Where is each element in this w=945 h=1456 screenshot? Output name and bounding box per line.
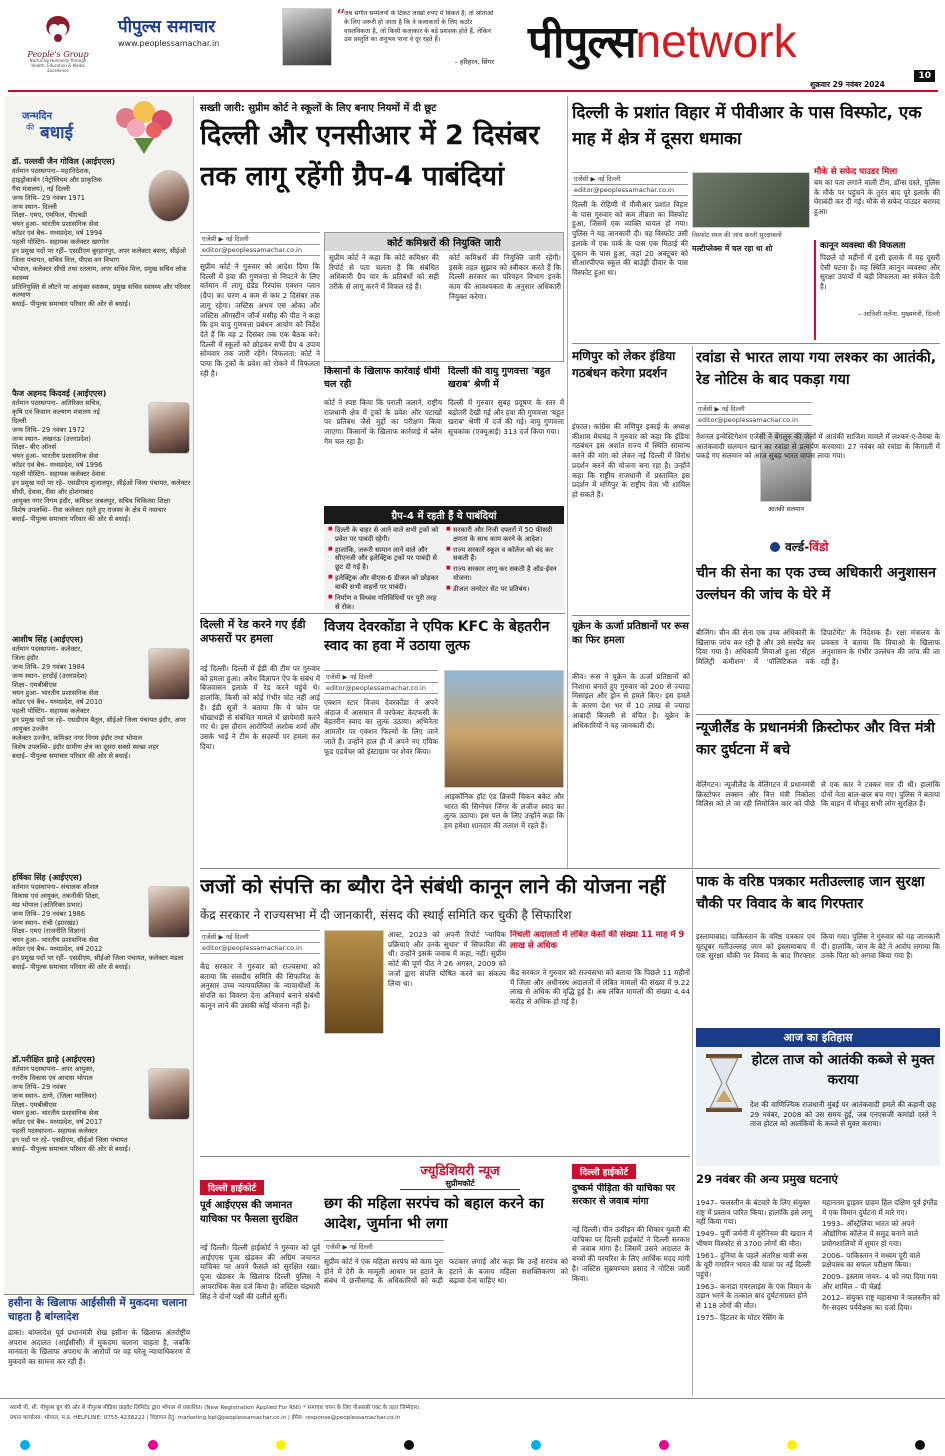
grap-rule-item: ■ राज्य सरकारें स्कूल व कॉलेज को बंद कर सकती हैं। xyxy=(446,545,553,563)
banner-dash: - xyxy=(804,540,810,554)
birthday-detail-line: कॉडर एवं बैच– मध्यप्रदेश, वर्ष 2017 xyxy=(12,1118,103,1127)
peoples-group-logo xyxy=(26,12,90,72)
bullet-icon: ■ xyxy=(446,565,451,572)
birthday-detail-line: चयन हुआ– भारतीय प्रशासनिक सेवा xyxy=(12,452,99,461)
bullet-icon: ■ xyxy=(328,593,333,600)
history-event-item: 2009– इस्लाम नायर– 4 को नया दिया गया और शामिल – पी चेन्नई xyxy=(822,1272,938,1291)
terrorist-photo-caption: आतंकी सलमान xyxy=(768,506,804,513)
birthday-detail-line: कृषि एवं किसान कल्याण मंत्रालय नई xyxy=(12,407,100,416)
bullet-icon: ■ xyxy=(446,584,451,591)
kfc-caption: आइकॉनिक हॉट एंड क्रिस्पी चिकन बकेट और भारत की सिग्नेचर जिंगर के लजीज स्वाद का लुत्फ उठाया। इस पल के लिए उन्होंने कहा कि हम हमेशा शानदार की तलाश में रहते हैं। xyxy=(444,792,564,831)
birthday-detail-line: बधाई– पीपुल्स समाचार परिवार की ओर से बधाई। xyxy=(12,963,131,972)
kfc-email: editor@peoplessamachar.co.in xyxy=(324,683,438,694)
grap-body: सुप्रीम कोर्ट ने गुरुवार को आदेश दिया कि दिल्ली में हवा की गुणवत्ता से निपटने के लिए वर्तमान में लागू ग्रेडेड रिस्पांस एक्शन प्लान (ग्रैप) का चरण 4 कम से कम 2 दिसंबर तक लागू रहेगा। जस्टिस अभय एस ओका और जस्टिस ऑगस्टीन जॉर्ज मसीह की पीठ ने कहा कि हम वायु गुणवत्ता प्रबंधन आयोग को निर्देश देते हैं कि वह 2 दिसंबर तक एक बैठक करे। दिल्ली में स्कूलों को छोड़कर सभी ग्रैप 4 उपाय सोमवार तक जारी रहेंगे। विफलता: कोर्ट ने पाया कि ट्रकों के प्रवेश को रोकने में विफलता रही है। xyxy=(200,262,320,378)
farmers-headline: किसानों के खिलाफ कार्रवाई धीमी चल रही xyxy=(324,366,440,390)
birthday-detail-line: वर्तमान पदस्थापना– अपर आयुक्त, xyxy=(12,1065,95,1073)
birthday-detail-line: कलेक्टर उज्जैन, कमिश्नर नगर निगम इंदौर तथा भोपाल xyxy=(12,733,143,742)
brand-logo xyxy=(528,10,938,68)
ed-headline: दिल्ली में रेड करने गए ईडी अफसरों पर हमला xyxy=(200,618,306,646)
birthday-title-small: जन्मदिन xyxy=(22,111,53,122)
kfc-byline-block xyxy=(324,670,438,694)
world-banner-a: वर्ल्ड xyxy=(785,540,805,554)
court-commissioner-title: कोर्ट कमिश्नरों की नियुक्ति जारी xyxy=(325,233,563,251)
history-event-item: 1949– पूर्वी जर्मनी में यूरेनियम की खदान में भीषण विस्फोट से 3700 लोगों की मौत। xyxy=(696,1229,813,1248)
quote-block xyxy=(336,6,494,66)
grap-rule-item: ■ सरकारी और निजी दफ्तरों में 50 फीसदी क्षमता के साथ काम करने के आदेश। xyxy=(446,526,553,543)
reg-mark xyxy=(787,1440,797,1450)
hc-label-2: दिल्ली हाईकोर्ट xyxy=(572,1164,636,1179)
birthday-detail-line: पहली पोस्टिंग– सहायक कलेक्टर देवास xyxy=(12,470,105,479)
issue-date: शुक्रवार 29 नवंबर 2024 xyxy=(810,80,885,89)
birthday-detail-line: विशेष उपलब्धि– रीवा कलेक्टर रहते हुए राजस्व के क्षेत्र में नवाचार xyxy=(12,505,167,514)
law-order-box xyxy=(814,240,940,340)
grap-rule-item: ■ इलेक्ट्रिक और बीएस-6 डीजल को छोड़कर बाकी सभी वाहनों पर पाबंदी। xyxy=(328,574,439,591)
grap-rules-left xyxy=(328,526,440,613)
history-body: देश की वाणिज्यिक राजधानी मुंबई पर आतंकवादी हमले की कहानी छह 29 नवंबर, 2008 को उस समय हुई, जब एनएसजी कमांडो दस्ते ने ताज होटल को आतंकियों के कब्जे से मुक्त कराया। xyxy=(750,1100,936,1129)
grap-byline: एजेंसी ▶ नई दिल्ली xyxy=(200,232,320,245)
birthday-detail-line: पहली पदस्थापना– सहायक कलेक्टर xyxy=(12,1127,98,1136)
birthday-person-photo xyxy=(148,1068,190,1120)
quote-author: – हरिहरन, सिंगर xyxy=(454,58,494,66)
judiciary-banner xyxy=(380,1160,540,1179)
page-number: 10 xyxy=(914,70,935,82)
birthday-detail-line: जन्म स्थान– दिल्ली xyxy=(12,202,57,211)
reg-mark xyxy=(915,1440,925,1450)
hc-label-1: दिल्ली हाईकोर्ट xyxy=(200,1180,264,1195)
pending-cases-headline: निचली अदालतों में लंबित केसों की संख्या 11 माह में 9 लाख से अधिक xyxy=(510,930,685,952)
birthday-detail-line: शिक्षा– एमबीबीएस xyxy=(12,680,57,689)
kfc-body: एक्शन स्टार विजय देवरकोंडा ने अपने अंदाज में आसमान में परफेक्ट केएफसी के बेहतरीन स्वाद का लुत्फ उठाया। अभिनेता आमतौर पर एक्शन फिल्मों के लिए जाने जाते हैं। उन्होंने हाल ही में अपने नए एपिक फूड एडवेंचर को इंस्टाग्राम पर शेयर किया। xyxy=(324,698,438,756)
hc-story-1-body: नई दिल्ली। दिल्ली हाईकोर्ट ने गुरुवार को पूर्व आईएएस पूजा खेडकर की अग्रिम जमानत याचिका पर अपने फैसले को सुरक्षित रखा। पूजा खेडकर के खिलाफ दिल्ली पुलिस ने आपराधिक केस दर्ज किया है। जस्टिस चंद्रधारी सिंह ने दोनों पक्षों की दलीलें सुनीं। xyxy=(200,1243,320,1301)
birthday-detail-line: वर्तमान पदस्थापना– अतिरिक्त सचिव, xyxy=(12,399,102,407)
paper-name-block xyxy=(118,14,278,48)
column-rule xyxy=(567,96,568,868)
wealth-byline: एजेंसी ▶ नई दिल्ली xyxy=(200,930,320,943)
lashkar-email: editor@peoplessamachar.co.in xyxy=(696,415,812,426)
grap-rule-item: ■ राज्य सरकार लागू कर सकती है ऑड-ईवन योजना। xyxy=(446,565,557,583)
birthday-entry xyxy=(12,634,192,866)
birthday-detail-line: मप्र भोपाल (अतिरिक्त प्रभार) xyxy=(12,900,83,909)
wealth-body-1: केंद्र सरकार ने गुरुवार को राज्यसभा को बताया कि संसदीय समिति की सिफारिश के अनुसार उच्च न्यायपालिका के न्यायाधीशों के संपत्ति का विवरण देना अनिवार्य बनाने संबंधी कानून लाने की उसकी कोई योजना नहीं है। xyxy=(200,962,320,1010)
history-event-item: 1947– फलस्तीन के बंटवारे के लिए संयुक्त राष्ट्र में प्रस्ताव पारित किया। हालांकि इसे लागू नहीं किया गया। xyxy=(696,1198,813,1227)
kfc-byline: एजेंसी ▶ नई दिल्ली xyxy=(324,670,438,683)
grap-headline: दिल्ली और एनसीआर में 2 दिसंबर तक लागू रहेंगी ग्रैप-4 पाबंदियां xyxy=(200,120,540,192)
grap-rule-item: ■ दिल्ली के बाहर से आने वाले सभी ट्रकों को प्रवेश पर पाबंदी रहेगी। xyxy=(328,526,439,543)
birthday-detail-line: दिल्ली xyxy=(12,416,27,425)
china-body: बीजिंग। चीन की सेना एक उच्च अधिकारी के खिलाफ जांच कर रही है और उसे सस्पेंड कर दिया गया है। अधिकारी मियाओ हुआ 'सेंट्रल मिलिट्री कमीशन' में 'पॉलिटिकल वर्क डिपार्टमेंट' के निदेशक हैं। रक्षा मंत्रालय के प्रवक्ता ने बताया कि मियाओ के खिलाफ अनुशासन के गंभीर उल्लंघन की जांच की जा रही है। xyxy=(696,628,940,667)
birthday-detail-line: वर्तमान पदस्थापना– कलेक्टर, xyxy=(12,645,83,653)
bullet-icon: ■ xyxy=(328,545,333,552)
manipur-body: इंफाल। कांग्रेस की मणिपुर इकाई के अध्यक्ष कीशाम मेघचंद्र ने गुरुवार को कहा कि इंडिया गठबंधन इस अशांत राज्य में स्थिति सामान्य करने की मांग को लेकर नई दिल्ली में विरोध प्रदर्शन करने की योजना बना रहा है। उन्होंने कहा कि राष्ट्रीय राजधानी में प्रस्तावित इस प्रदर्शन में मणिपुर के राष्ट्रीय नेता भी शामिल हो सकते हैं। xyxy=(572,422,690,500)
blast-body-cont xyxy=(692,258,810,340)
reg-mark xyxy=(20,1440,30,1450)
hc-story-1 xyxy=(200,1176,320,1396)
grap-rule-item: ■ हालांकि, जरूरी सामान लाने वाले और सीएनजी और इलेक्ट्रिक ट्रकों पर पाबंदी से छूट दी गई है। xyxy=(328,545,437,572)
birthday-detail-line: चयन हुआ– भारतीय प्रशासनिक सेवा xyxy=(12,689,99,698)
divider xyxy=(4,1294,194,1295)
law-order-body: पिछले दो महीनों में इसी इलाके में यह दूसरी ऐसी घटना है। यह स्थिति कानून व्यवस्था और सुरक्षा उपायों में बड़ी विफलता का संकेत देती है। xyxy=(820,253,940,292)
masthead-rule xyxy=(8,90,938,92)
brand-hindi: पीपुल्स xyxy=(528,17,636,68)
history-banner xyxy=(696,1028,940,1047)
birthday-person-photo xyxy=(148,648,190,700)
divider xyxy=(200,1156,690,1157)
hc-story-2-body: नई दिल्ली। पीन उत्पीड़न की शिकार युवती की याचिका पर दिल्ली हाईकोर्ट ने दिल्ली सरकार से जवाब मांगा है। जिसमें उसने अदालत के बच्चों की परवरिश के लिए आर्थिक मदद मांगी है। जस्टिस सुब्रमण्यम प्रसाद ने नोटिस जारी किया। xyxy=(572,1225,690,1283)
birthday-person-photo xyxy=(148,402,190,454)
birthday-detail-line: हाइड्रोकार्बन (पेट्रोलियम और प्राकृतिक xyxy=(12,175,102,184)
white-powder-box xyxy=(814,166,940,246)
birthday-detail-line: जन्म तिथि– 29 नवंबर xyxy=(12,1082,67,1091)
history-event-item: 1975– हिटलर के मोटर रेसिंग के xyxy=(696,1312,784,1322)
birthday-detail-line: पहली पोस्टिंग– सहायक कलेक्टर खरगोन xyxy=(12,238,109,247)
birthday-detail-line: इन पदों पर रहे– एसडीएम, सीईओ जिला पंचायत xyxy=(12,1136,128,1145)
blast-headline: दिल्ली के प्रशांत विहार में पीवीआर के पास विस्फोट, एक माह में क्षेत्र में दूसरा धमाका xyxy=(572,103,922,150)
bullet-icon: ■ xyxy=(328,526,333,532)
history-event-item: 1963– कनाडा एयरलाइंस के एक विमान के उड़ान भरने के तत्काल बाद दुर्घटनाग्रस्त होने से 118 लोगों की मौत। xyxy=(696,1281,812,1311)
bullet-icon: ■ xyxy=(446,545,451,552)
sc-story xyxy=(324,1194,568,1396)
hc-story-1-headline: पूर्व आईएएस की जमानत याचिका पर फैसला सुरक्षित xyxy=(200,1200,298,1225)
birthday-detail-line: बधाई– पीपुल्स समाचार परिवार की ओर से बधाई। xyxy=(12,514,131,523)
hc-story-2-headline: दुष्कर्म पीड़िता की याचिका पर सरकार से जवाब मांगा xyxy=(572,1183,675,1207)
birthday-detail-line: इन प्रमुख पदों पर रहीं– एसडीएम बुरहानपुर, अपर कलेक्टर बस्तर, सीईओ जिला पंचायत, सचिव वित्त, पीएस वन विभाग xyxy=(12,247,186,264)
aqi-body: दिल्ली में गुरुवार सुबह प्रदूषण के स्तर में बढ़ोतरी देखी गई और हवा की गुणवत्ता 'बहुत खराब' श्रेणी में दर्ज की गई। वायु गुणवत्ता सूचकांक (एक्यूआई) 313 दर्ज किया गया। xyxy=(448,398,564,437)
birthday-title-small2: की xyxy=(26,123,35,132)
blast-photo-caption: विस्फोट स्थल की जांच करती सुरक्षाबलों xyxy=(692,232,782,239)
history-box xyxy=(696,1028,940,1166)
birthday-column xyxy=(4,96,194,1391)
birthday-title: बधाई xyxy=(40,123,73,143)
nz-headline: न्यूजीलैंड के प्रधानमंत्री क्रिस्टोफर और वित्त मंत्री कार दुर्घटना में बचे xyxy=(696,720,935,758)
world-banner-b: विंडो xyxy=(809,540,829,554)
white-powder-body: बम का पता लगाने वाली टीम, डॉग्स दस्ते, पुलिस के मौके पर पहुंचने के तुरंत बाद पूरे इलाके की घेराबंदी कर दी गई। मौके से सफेद पाउडर बरामद हुआ। xyxy=(814,178,940,217)
birthday-detail-line: कॉडर एवं बैच– मध्यप्रदेश, वर्ष 2010 xyxy=(12,698,103,707)
history-event-item: 1993– ऑस्ट्रेलिया भारत को अपने औद्योगिक कॉलेज में समुद्र बनाने वाले प्रयोगशालियों में शुमार हो गया। xyxy=(822,1219,919,1248)
blast-body: दिल्ली के रोहिणी में पीवीआर प्रशांत विहार के पास गुरुवार को कम तीव्रता का विस्फोट हुआ, जिसमें एक व्यक्ति घायल हो गया। पुलिस ने यह जानकारी दी। यह विस्फोट उसी इलाके में एक पार्क के पास एक मिठाई की दुकान के पास हुआ, जहां 20 अक्टूबर को सीआरपीएफ स्कूल की बाउंड्री दीवार के पास विस्फोट हुआ था। xyxy=(572,200,688,278)
quote-text: जब संगीत सम्मेलनों के टिकट लाखों रुपए में बिकते हैं, तो श्रोताओं के लिए जरूरी हो जाता है कि वे कलाकारों के लिए कठोर वास्तविकता है, जो किसी कलाकार के बड़े प्रशंसक होते हैं, लेकिन उस प्रस्तुति का अनुभव पाना वे दूर रहते हैं। xyxy=(344,10,494,44)
lashkar-byline: एजेंसी ▶ नई दिल्ली xyxy=(696,402,812,415)
lashkar-body: नेशनल इन्वेस्टिगेशन एजेंसी ने बेंगलुरु की जेलों में आतंकी साजिश मामले में लश्कर-ए-तैयबा के आतंकवादी सलमान खान का रवांडा से प्रत्यर्पण करवाया। 27 नवंबर को रवांडा के किगाली में पकड़े गए सलमान को आज सुबह भारत वापस लाया गया। xyxy=(696,432,940,461)
hc-story-2 xyxy=(572,1160,690,1396)
china-headline: चीन की सेना का एक उच्च अधिकारी अनुशासन उल्लंघन की जांच के घेरे में xyxy=(696,565,936,604)
birthday-detail-line: प्रतिनियुक्ति से लौटने पर आयुक्त स्वास्थ्य, प्रमुख सचिव स्वास्थ्य और परिवार कल्याण xyxy=(12,282,191,300)
birthday-detail-line: इन प्रमुख पदों पर रहे– एसडीएम बैतूल, सीईओ जिला पंचायत इंदौर, अपर आयुक्त उज्जैन xyxy=(12,716,186,734)
blast-email: editor@peoplessamachar.co.in xyxy=(572,185,688,196)
website-url[interactable]: www.peoplessamachar.in xyxy=(118,39,220,48)
ukraine-body: कीव। रूस ने यूक्रेन के ऊर्जा प्रतिष्ठानों को निशाना बनाते हुए गुरुवार को 200 से ज्यादा मिसाइल और ड्रोन से हमले किए। इस हमले के कारण देश भर में 10 लाख से ज्यादा आबादी बिजली से वंचित है। यूक्रेन के अधिकारियों ने यह जानकारी दी। xyxy=(572,672,690,730)
wealth-body-2: आस्ट, 2023 को अपनी रिपोर्ट 'न्यायिक प्रक्रियाएं और उनके सुधार' में सिफारिश की थी। उन्होंने इसके जवाब में कहा, नहीं। सुप्रीम कोर्ट की पूर्ण पीठ ने 26 अगस्त, 2009 को जजों द्वारा संपत्ति घोषित करने का संकल्प लिया था। xyxy=(388,930,506,988)
history-events-right xyxy=(822,1198,940,1394)
birthday-detail-line: शिक्षा– बीए ऑनर्स xyxy=(12,443,57,452)
birthday-detail-line: वर्तमान पदस्थापना– महानिदेशक, xyxy=(12,167,91,175)
birthday-detail-line: पहली पोस्टिंग– सहायक कलेक्टर xyxy=(12,707,90,716)
birthday-detail-line: जन्म स्थान– ठाणे, (जिला ग्वालियर) xyxy=(12,1091,97,1100)
birthday-detail-line: जन्म तिथि– 29 नवंबर 1971 xyxy=(12,193,85,202)
paper-name: पीपुल्स समाचार xyxy=(118,17,216,37)
masthead xyxy=(0,0,945,92)
ed-body: नई दिल्ली। दिल्ली में ईडी की टीम पर गुरुवार को हमला हुआ। अवैध विज्ञापन ऐप के संबंध में बिजवासन इलाके में रेड करने पहुंचे थे। हालांकि, किसी को कोई गंभीर चोट नहीं आई है। ईडी सूत्रों ने बताया कि ये फोन पर धोखाधड़ी से संबंधित मामले में छापेमारी करने गए थे। इस दौरान आरोपियों अशोक शर्मा और उसके भाई ने टीम के सदस्यों पर हमला कर दिया। xyxy=(200,664,320,751)
brand-english: network xyxy=(635,15,797,67)
bullet-icon: ■ xyxy=(446,526,451,532)
birthday-detail-line: नगरीय विकास एवं आवास भोपाल xyxy=(12,1073,93,1082)
birthday-header xyxy=(4,96,193,164)
manipur-headline: मणिपुर को लेकर इंडिया गठबंधन करेगा प्रदर्शन xyxy=(572,349,676,381)
birthday-person-name: डॉ. पल्लवी जैन गोविल (आईएएस) xyxy=(12,157,116,166)
column-rule xyxy=(692,870,693,1396)
birthday-detail-line: जन्म तिथि– 29 नवंबर 1986 xyxy=(12,909,85,918)
birthday-detail-line: जन्म स्थान– रांची (झारखंड) xyxy=(12,918,79,927)
birthday-detail-line: इन प्रमुख पदों पर रहीं– एसडीएम, सीईओ जिला पंचायत, कलेक्टर मंडला xyxy=(12,954,184,963)
history-event-item: 2012– संयुक्त राष्ट्र महासभा ने फलस्तीन को गैर-सदस्य पर्यवेक्षक का दर्जा दिया। xyxy=(822,1293,940,1313)
history-events-title: 29 नवंबर की अन्य प्रमुख घटनाएं xyxy=(696,1172,838,1186)
birthday-detail-line: जन्म तिथि– 29 नवंबर 1984 xyxy=(12,662,85,671)
bullet-icon: ■ xyxy=(328,574,333,581)
birthday-entry xyxy=(12,156,192,382)
birthday-entry xyxy=(12,1054,192,1186)
flower-bouquet-icon xyxy=(104,98,184,156)
hasina-body: ढाका। बांग्लादेश पूर्व प्रधानमंत्री शेख हसीना के खिलाफ अंतर्राष्ट्रीय अपराध अदालत (आईसीसी) में मुकदमा चलाना चाहता है, जबकि मानवता के खिलाफ अपराध के आरोपों पर वह घरेलू न्यायाधिकरण में मुकदमे का सामना कर रही हैं। xyxy=(8,1328,190,1367)
birthday-person-name: फैज अहमद किदवई (आईएएस) xyxy=(12,389,107,398)
footer-line-1: स्वामी पी. सी. पीपुल्स ग्रुप की ओर से पीपुल्स मीडिया प्राइवेट लिमिटेड द्वारा भोपाल से प्रकाशित। (New Registration Applied For RNI) * समाचार चयन के लिए पीआरबी एक्ट के तहत जिम्मेदार। xyxy=(10,1405,420,1411)
sc-story-headline: छग की महिला सरपंच को बहाल करने का आदेश, जुर्माना भी लगा xyxy=(324,1196,544,1233)
pak-headline: पाक के वरिष्ठ पत्रकार मतीउल्लाह जान सुरक्षा चौकी पर विवाद के बाद गिरफ्तार xyxy=(696,874,925,912)
grap-rule-item: ■ डीजल जनरेटर सेट पर प्रतिबंध। xyxy=(446,584,530,593)
birthday-person-name: आशीष सिंह (आईएएस) xyxy=(12,635,84,644)
birthday-person-name: डॉ.परीक्षित झाड़े (आईएएस) xyxy=(12,1055,96,1064)
sc-story-body: सुप्रीम कोर्ट ने एक महिला सरपंच को काम पूरा होने में देरी के मामूली आधार पर हटाने के संबंध में छत्तीसगढ़ के अधिकारियों को कड़ी फटकार लगाई और कहा कि उन्हें सरपंच को हटाने के बजाय महिला सशक्तिकरण को बढ़ावा देना चाहिए था। xyxy=(324,1257,568,1286)
birthday-detail-line: बधाई– पीपुल्स समाचार परिवार की ओर से बधाई। xyxy=(12,1145,131,1154)
group-tagline: Nurturing Humanity through Health, Education & Media Excellence xyxy=(29,58,87,73)
birthday-detail-line: कॉडर एवं बैच– मध्यप्रदेश, वर्ष 2012 xyxy=(12,945,103,954)
column-rule xyxy=(692,346,693,868)
group-emblem-icon xyxy=(26,12,90,46)
birthday-person-photo xyxy=(148,886,190,938)
reg-mark xyxy=(659,1440,669,1450)
reg-mark xyxy=(531,1440,541,1450)
birthday-detail-line: गैस मंत्रालय), नई दिल्ली xyxy=(12,184,70,193)
history-events-left xyxy=(696,1198,814,1394)
birthday-detail-line: कॉडर एवं बैच– मध्यप्रदेश, वर्ष 1996 xyxy=(12,461,103,470)
wealth-byline-block xyxy=(200,930,320,954)
multiplex-caption: मल्टीप्लेक्स में चल रहा था शो xyxy=(692,244,773,253)
birthday-detail-line: शिक्षा– एमए (राजनीति विज्ञान) xyxy=(12,927,86,936)
history-event-item: 2006– पाकिस्तान ने मध्यम दूरी वाले प्रक्षेपास्त्र का सफल परीक्षण किया। xyxy=(822,1250,921,1270)
aqi-headline: दिल्ली की वायु गुणवत्ता 'बहुत खराब' श्रेणी में xyxy=(448,366,551,390)
wealth-headline: जजों को संपत्ति का ब्यौरा देने संबंधी कानून लाने की योजना नहीं xyxy=(200,874,666,898)
birthday-detail-line: चयन हुआ– भारतीय प्रशासनिक सेवा xyxy=(12,936,99,945)
history-event-item: 1961– दुनिया के पहले अंतरिक्ष यात्री रूस के यूरी गगारिन भारत की यात्रा पर नई दिल्ली पहुंचे। xyxy=(696,1250,811,1280)
court-commissioner-box xyxy=(324,232,564,362)
divider xyxy=(200,613,565,614)
birthday-person-photo xyxy=(148,170,190,222)
court-commissioner-text-b: कोर्ट कमिश्नरों की नियुक्ति जारी रहेगी। इसके तहत सुझाव को स्वीकार करते हैं कि दिल्ली सरकार का परिवहन विभाग इनके काम की आवश्यकता के अनुसार अधिकारी नियुक्त करेगा। xyxy=(449,253,561,301)
hourglass-icon xyxy=(702,1052,746,1114)
wealth-email: editor@peoplessamachar.co.in xyxy=(200,943,320,954)
birthday-detail-line: जन्म स्थान– लखनऊ (उत्तरप्रदेश) xyxy=(12,434,91,443)
reg-mark xyxy=(148,1440,158,1450)
pak-body: इस्लामाबाद। पाकिस्तान के वरिष्ठ पत्रकार एवं यूट्यूबर मतीउल्लाह जान को इस्लामाबाद में एक सुरक्षा चौकी पर विवाद के बाद गिरफ्तार किया गया। पुलिस ने गुरुवार को यह जानकारी दी। हालांकि, जान के बेटे ने आरोप लगाया कि उनके पिता को अगवा किया गया है। xyxy=(696,932,940,961)
divider xyxy=(572,343,940,344)
world-icon xyxy=(770,542,780,552)
law-order-headline: कानून व्यवस्था की विफलता xyxy=(820,241,906,251)
hasina-story xyxy=(4,1294,194,1396)
birthday-detail-line: चयन हुआ– भारतीय प्रशासनिक सेवा xyxy=(12,220,99,229)
divider xyxy=(572,615,690,616)
world-window-banner xyxy=(770,536,890,554)
lashkar-byline-block xyxy=(696,402,812,426)
grap-rule-item: ■ निर्माण व विध्वंस गतिविधियों पर पूरी तरह से रोक। xyxy=(328,593,437,611)
blast-byline-block xyxy=(572,172,688,196)
sc-label: सुप्रीमकोर्ट xyxy=(400,1178,520,1190)
divider xyxy=(696,714,940,715)
reg-mark xyxy=(404,1440,414,1450)
kfc-headline: विजय देवरकोंडा ने एपिक KFC के बेहतरीन स्वाद का हवा में उठाया लुत्फ xyxy=(324,619,550,654)
birthday-detail-line: वर्तमान पदस्थापना– संचालक कौशल xyxy=(12,883,99,891)
birthday-detail-line: जन्म स्थान– हरदोई (उत्तरप्रदेश) xyxy=(12,671,87,680)
group-name: People's Group xyxy=(27,50,89,59)
hot-air-balloon-photo xyxy=(444,670,564,788)
quote-icon: “ xyxy=(336,6,346,27)
hasina-headline: हसीना के खिलाफ आईसीसी में मुकदमा चलाना चाहता है बांग्लादेश xyxy=(8,1297,187,1323)
law-order-author: – आतिशी मर्लेना, मुख्यमंत्री, दिल्ली xyxy=(857,310,940,318)
history-banner-text: आज का इतिहास xyxy=(783,1031,853,1044)
pending-cases-body: केंद्र सरकार ने गुरुवार को राज्यसभा को बताया कि पिछले 11 महीनों में जिला और अधीनस्थ अदालतों में लंबित मामलों की संख्या में 9.22 लाख से अधिक की वृद्धि हुई है। अब लंबित मामलों की संख्या 4.44 करोड़ से अधिक हो गई है। xyxy=(510,968,690,1007)
birthday-detail-line: भोपाल, कलेक्टर सीधी तथा रतलाम, अपर सचिव वित्त, प्रमुख सचिव लोक स्वास्थ्य xyxy=(12,264,187,282)
lashkar-headline: रवांडा से भारत लाया गया लश्कर का आतंकी, रेड नोटिस के बाद पकड़ा गया xyxy=(696,350,937,388)
birthday-detail-line: जिला इंदौर xyxy=(12,653,39,662)
birthday-detail-line: शिक्षा– एमए, एमफिल, पीएचडी xyxy=(12,211,88,220)
pending-cases-box xyxy=(510,930,690,1150)
reg-mark xyxy=(276,1440,286,1450)
blast-byline: एजेंसी ▶ नई दिल्ली xyxy=(572,172,688,185)
birthday-entry xyxy=(12,388,192,628)
date-line xyxy=(810,71,935,89)
wealth-subhead: केंद्र सरकार ने राज्यसभा में दी जानकारी, संसद की स्थाई समिति कर चुकी है सिफारिश xyxy=(200,908,572,922)
footer xyxy=(0,1398,945,1456)
grap-byline-block xyxy=(200,232,320,256)
grap-kicker: सख्ती जारी: सुप्रीम कोर्ट ने स्कूलों के लिए बनाए नियमों में दी छूट xyxy=(200,103,437,114)
birthday-detail-line: चयन हुआ– भारतीय प्रशासनिक सेवा xyxy=(12,1109,99,1118)
justice-scales-photo xyxy=(324,930,384,1034)
divider xyxy=(200,868,940,869)
birthday-detail-line: विकास एवं आयुक्त, तकनीकी शिक्षा, xyxy=(12,891,100,900)
ukraine-headline: यूक्रेन के ऊर्जा प्रतिष्ठानों पर रूस का फिर हमला xyxy=(572,621,689,646)
birthday-entry xyxy=(12,872,192,1048)
quote-author-photo xyxy=(282,8,332,66)
grap-rules-right xyxy=(446,526,560,596)
birthday-detail-line: विशेष उपलब्धि– इंदौर ग्रामीण क्षेत्र का दूसरा सबसे स्वच्छ शहर xyxy=(12,742,159,751)
nz-body: वेलिंगटन। न्यूजीलैंड के वेलिंगटन में प्रधानमंत्री क्रिस्टोफर लक्सन और वित्त मंत्री निकोला विलिस को ले जा रही लिमोजिन कार को पीछे से एक कार ने टक्कर मार दी थी। हालांकि दोनों नेता बाल-बाल बच गए। पुलिस ने बताया कि वाहन में मौजूद सभी लोग सुरक्षित हैं। xyxy=(696,780,940,809)
birthday-detail-line: इन प्रमुख पदों पर रहे– एसडीएम शुजालपुर, सीईओ जिला पंचायत, कलेक्टर सीधी, देवास, रीवा और होशंगाबाद xyxy=(12,479,191,496)
footer-line-2: प्रधान कार्यालय: भोपाल, म.प्र. HELPLINE: 0755-4238222 | विज्ञापन हेतु: marketing.bpl@peoplessamachar.co.in | ईमेल: response@peoplessamachar.co.in xyxy=(10,1415,401,1421)
color-registration-bar xyxy=(0,1440,945,1450)
history-headline: होटल ताज को आतंकी कब्जे से मुक्त कराया xyxy=(751,1052,935,1089)
judiciary-banner-text: ज्यूडिशियरी न्यूज xyxy=(420,1164,500,1179)
history-event-item: महानतम ड्राइवर ग्राहम हिल दक्षिण पूर्व इंग्लैंड में एक विमान दुर्घटना में मारे गए। xyxy=(822,1198,938,1217)
birthday-detail-line: शिक्षा– एमबीबीएस xyxy=(12,1100,57,1109)
grap-rules-box xyxy=(324,506,564,610)
blast-site-photo xyxy=(692,172,810,228)
birthday-detail-line: कॉडर एवं बैच– मध्यप्रदेश, वर्ष 1994 xyxy=(12,229,103,238)
sc-story-byline: एजेंसी ▶ नई दिल्ली xyxy=(324,1240,444,1253)
birthday-detail-line: आयुक्त नगर निगम इंदौर, कमिश्नर जबलपुर, सचिव चिकित्सा शिक्षा xyxy=(12,496,171,505)
birthday-detail-line: जन्म तिथि– 29 नवंबर 1972 xyxy=(12,425,85,434)
farmers-body: कोर्ट ने स्पष्ट किया कि पराली जलाने, राष्ट्रीय राजधानी क्षेत्र में ट्रकों के प्रवेश और पटाखों पर प्रतिबंध जैसे मुद्दों का परीक्षण किया जाएगा। किसानों के खिलाफ कार्रवाई में ब्लेम गेम चल रहा है। xyxy=(324,398,442,446)
birthday-person-name: हर्षिका सिंह (आईएएस) xyxy=(12,873,83,882)
birthday-detail-line: बधाई– पीपुल्स समाचार परिवार की ओर से बधाई। xyxy=(12,300,131,309)
grap-rules-title: ग्रैप-4 में रहती हैं ये पाबंदियां xyxy=(324,506,564,524)
court-commissioner-text-a: सुप्रीम कोर्ट ने कहा कि कोर्ट कमिश्नर की रिपोर्ट से पता चलता है कि संबंधित अधिकारी ग्रैप चार के प्रतिबंधों को सही तरीके से लागू करने में विफल रहे हैं। xyxy=(329,253,439,292)
birthday-detail-line: बधाई– पीपुल्स समाचार परिवार की ओर से बधाई। xyxy=(12,751,131,760)
grap-email: editor@peoplessamachar.co.in xyxy=(200,245,320,256)
white-powder-headline: मौके से सफेद पाउडर मिला xyxy=(814,167,898,177)
